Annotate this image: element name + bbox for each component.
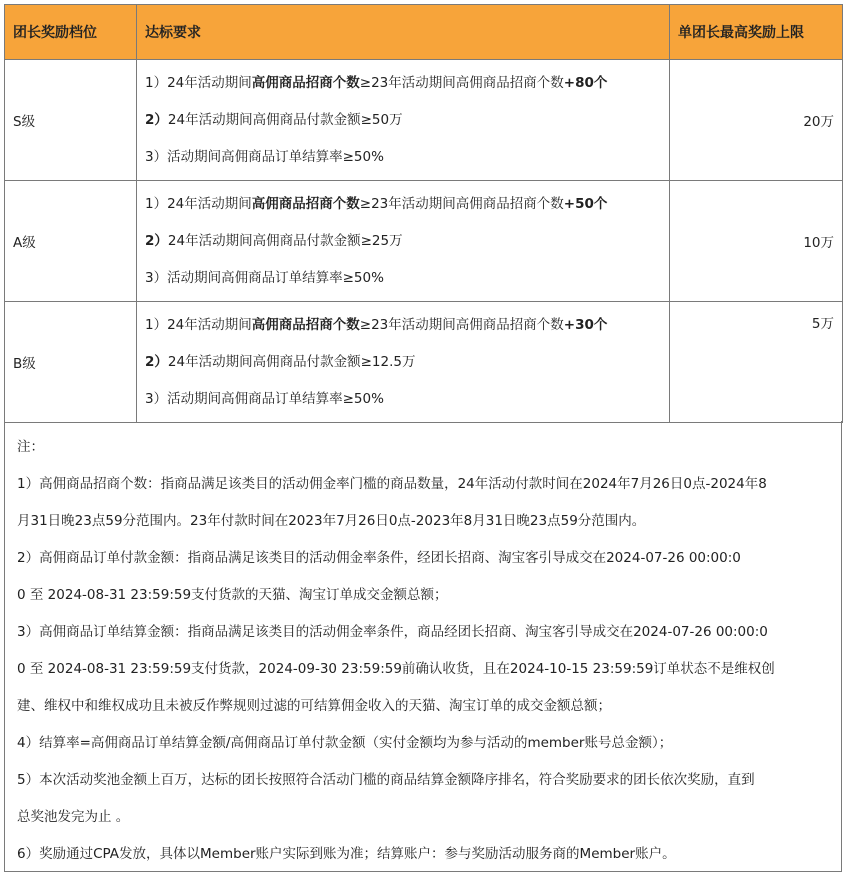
tier-level: S级 [5,60,137,181]
table-row [5,60,843,181]
req-text: 24年活动期间高佣商品付款金额≥50万 [167,111,403,128]
tier-requirements [137,60,670,181]
requirement-line-3: 3）活动期间高佣商品订单结算率≥50% [145,390,384,407]
req-text: 1）24年活动期间 [145,316,252,333]
note-line: 建、维权中和维权成功且未被反作弊规则过滤的可结算佣金收入的天猫、淘宝订单的成交金额总额； [17,698,611,714]
req-text: ≥23年活动期间高佣商品招商个数 [359,74,564,91]
note-line: 1）高佣商品招商个数：指商品满足该类目的活动佣金率门槛的商品数量，24年活动付款时间在2024年7月26日0点-2024年8 [17,476,767,492]
note-line: 0 至 2024-08-31 23:59:59支付货款的天猫、淘宝订单成交金额总额； [17,587,448,603]
requirement-line-3: 3）活动期间高佣商品订单结算率≥50% [145,269,384,286]
table-row [5,302,843,423]
note-line: 2）高佣商品订单付款金额：指商品满足该类目的活动佣金率条件，经团长招商、淘宝客引导成交在2024-07-26 00:00:0 [17,550,741,566]
tier-cap: 10万 [670,181,843,302]
notes-title: 注： [17,439,44,455]
requirement-line-2 [145,344,661,381]
tier-requirements [137,302,670,423]
req-bold-number: 2） [145,111,168,128]
tier-requirements [137,181,670,302]
note-line: 6）奖励通过CPA发放，具体以Member账户实际到账为准；结算账户：参与奖励活动服务商的Member账户。 [17,846,676,862]
notes-section [4,421,842,872]
header-cap: 单团长最高奖励上限 [670,5,843,60]
tier-cap: 5万 [670,302,843,423]
req-bold-text: +30个 [563,316,608,333]
req-bold-text: 高佣商品招商个数 [251,195,360,212]
requirement-line-3: 3）活动期间高佣商品订单结算率≥50% [145,148,384,165]
note-line: 4）结算率=高佣商品订单结算金额/高佣商品订单付款金额（实付金额均为参与活动的member账号总金额）； [17,735,673,751]
reward-tier-table [4,4,843,423]
req-text: 1）24年活动期间 [145,195,252,212]
requirement-line-1 [145,65,661,102]
req-bold-text: 高佣商品招商个数 [251,74,360,91]
req-text: ≥23年活动期间高佣商品招商个数 [359,316,564,333]
req-text: 24年活动期间高佣商品付款金额≥12.5万 [167,353,416,370]
tier-level: A级 [5,181,137,302]
requirement-line-2 [145,102,661,139]
table-header-row [5,5,843,60]
requirement-line-2 [145,223,661,260]
req-text: ≥23年活动期间高佣商品招商个数 [359,195,564,212]
header-level: 团长奖励档位 [5,5,137,60]
tier-level: B级 [5,302,137,423]
table-row [5,181,843,302]
note-line: 总奖池发完为止 。 [17,809,130,825]
requirement-line-1 [145,186,661,223]
req-bold-text: 高佣商品招商个数 [251,316,360,333]
note-line: 月31日晚23点59分范围内。23年付款时间在2023年7月26日0点-2023年8月31日晚23点59分范围内。 [17,513,646,529]
note-line: 3）高佣商品订单结算金额：指商品满足该类目的活动佣金率条件，商品经团长招商、淘宝客引导成交在2024-07-26 00:00:0 [17,624,768,640]
req-bold-number: 2） [145,353,168,370]
header-requirement: 达标要求 [137,5,670,60]
tier-cap: 20万 [670,60,843,181]
req-text: 24年活动期间高佣商品付款金额≥25万 [167,232,403,249]
note-line: 0 至 2024-08-31 23:59:59支付货款，2024-09-30 23:59:59前确认收货，且在2024-10-15 23:59:59订单状态不是维权创 [17,661,775,677]
req-bold-text: +50个 [563,195,608,212]
req-bold-number: 2） [145,232,168,249]
note-line: 5）本次活动奖池金额上百万，达标的团长按照符合活动门槛的商品结算金额降序排名，符合奖励要求的团长依次奖励，直到 [17,772,755,788]
requirement-line-1 [145,307,661,344]
req-bold-text: +80个 [563,74,608,91]
req-text: 1）24年活动期间 [145,74,252,91]
